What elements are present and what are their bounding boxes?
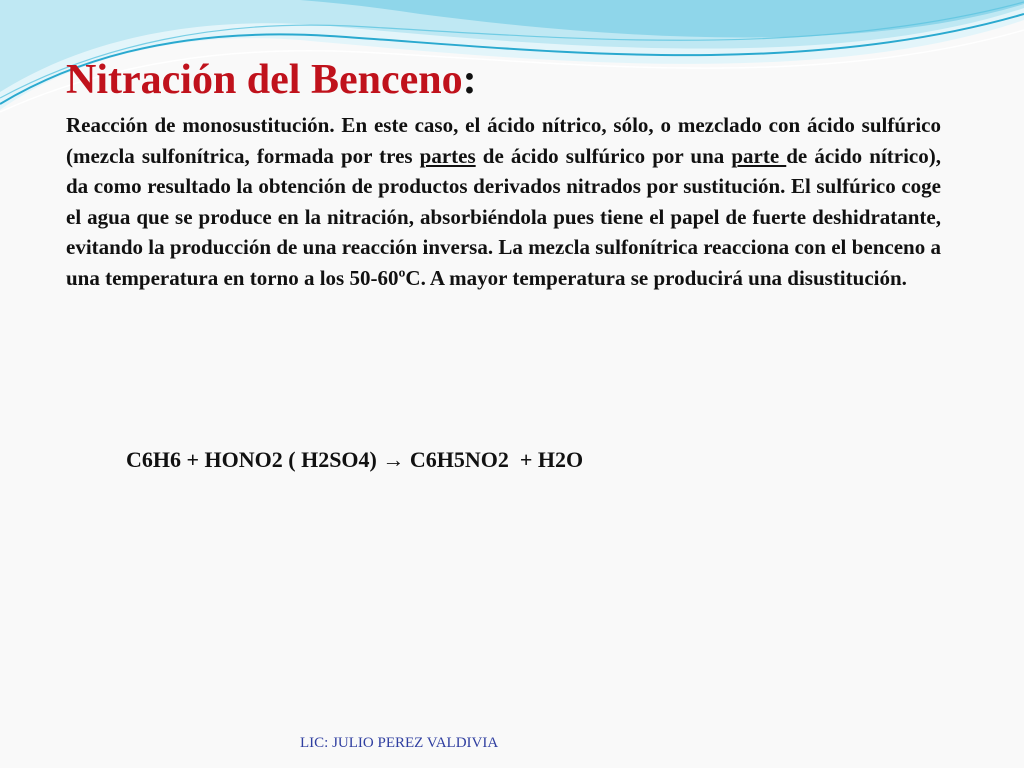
body-paragraph [66,110,941,293]
slide-title [66,52,477,108]
footer-author: LIC: JULIO PEREZ VALDIVIA [300,735,499,751]
chemical-equation: C6H6 + HONO2 ( H2SO4) → C6H5NO2 + H2O [126,447,584,472]
slide-title-colon: : [462,57,477,103]
body-text-part-2: de ácido sulfúrico por una [475,143,732,168]
body-text-part-3: de ácido nítrico), da como resultado la obtención de productos derivados nitrados por sustitución. El sulfúrico coge el agua que se produce en la nitración, absorbiéndola pues tiene el papel de fuerte deshidratante, evitando la producción de una reacción inversa. La mezcla sulfonítrica reacciona con el benceno a una temperatura en torno a los 50-60ºC. A mayor temperatura se producirá una disustitución. [66,143,941,290]
underlined-word-parte: parte [731,143,787,168]
underlined-word-partes: partes [419,143,476,168]
body-text-part-1: Reacción de monosustitución. En este caso, el ácido nítrico, sólo, o mezclado con ácido sulfúrico (mezcla sulfonítrica, formada por tres [66,113,941,168]
slide-title-text: Nitración del Benceno [66,57,463,103]
